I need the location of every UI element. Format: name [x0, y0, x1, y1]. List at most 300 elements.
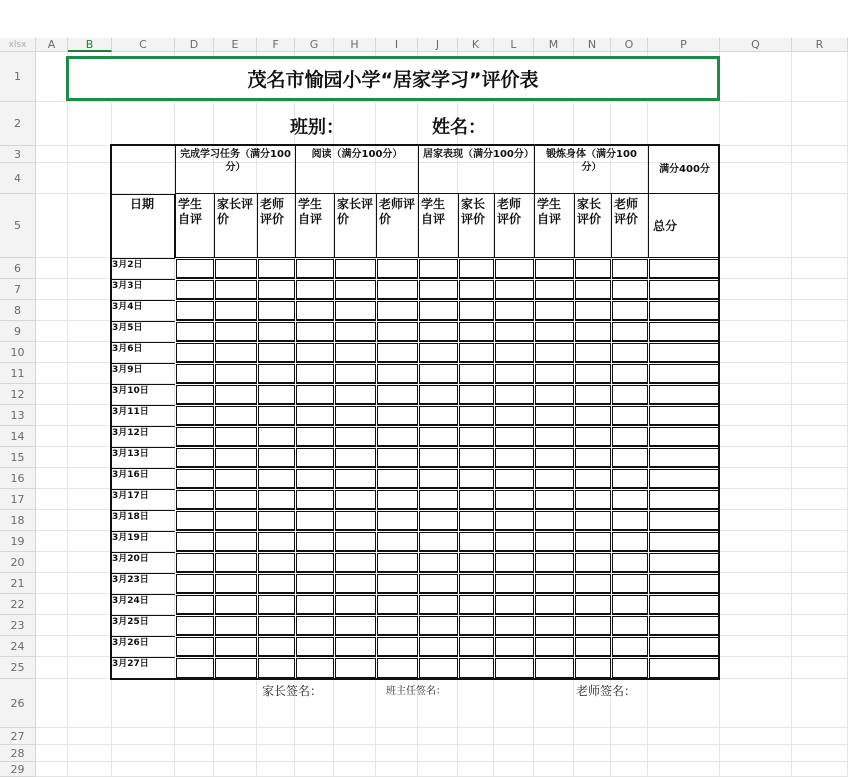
score-cell[interactable]	[258, 532, 295, 552]
score-cell[interactable]	[535, 616, 574, 636]
score-cell[interactable]	[419, 364, 458, 384]
column-header-o[interactable]: O	[611, 38, 648, 52]
total-score-cell[interactable]	[649, 427, 719, 447]
select-all-corner[interactable]: xlsx	[0, 38, 36, 52]
score-cell[interactable]	[296, 658, 334, 679]
score-cell[interactable]	[176, 385, 214, 405]
score-cell[interactable]	[296, 427, 334, 447]
total-score-cell[interactable]	[649, 637, 719, 657]
score-cell[interactable]	[296, 280, 334, 300]
score-cell[interactable]	[612, 448, 648, 468]
score-cell[interactable]	[575, 658, 611, 679]
score-cell[interactable]	[176, 616, 214, 636]
score-cell[interactable]	[335, 280, 376, 300]
score-cell[interactable]	[215, 490, 257, 510]
score-cell[interactable]	[296, 301, 334, 321]
score-cell[interactable]	[612, 469, 648, 489]
score-cell[interactable]	[535, 511, 574, 531]
row-header-9[interactable]: 9	[0, 321, 36, 342]
score-cell[interactable]	[535, 574, 574, 594]
score-cell[interactable]	[296, 343, 334, 363]
column-header-j[interactable]: J	[418, 38, 458, 52]
score-cell[interactable]	[215, 511, 257, 531]
score-cell[interactable]	[612, 637, 648, 657]
score-cell[interactable]	[176, 511, 214, 531]
score-cell[interactable]	[459, 532, 494, 552]
score-cell[interactable]	[335, 343, 376, 363]
score-cell[interactable]	[535, 280, 574, 300]
column-header-p[interactable]: P	[648, 38, 720, 52]
score-cell[interactable]	[459, 616, 494, 636]
total-score-cell[interactable]	[649, 658, 719, 679]
score-cell[interactable]	[419, 322, 458, 342]
score-cell[interactable]	[377, 322, 418, 342]
score-cell[interactable]	[176, 595, 214, 615]
total-score-cell[interactable]	[649, 511, 719, 531]
score-cell[interactable]	[258, 322, 295, 342]
score-cell[interactable]	[575, 616, 611, 636]
score-cell[interactable]	[377, 532, 418, 552]
score-cell[interactable]	[459, 364, 494, 384]
score-cell[interactable]	[296, 595, 334, 615]
score-cell[interactable]	[612, 406, 648, 426]
score-cell[interactable]	[176, 280, 214, 300]
score-cell[interactable]	[612, 385, 648, 405]
score-cell[interactable]	[575, 364, 611, 384]
score-cell[interactable]	[535, 658, 574, 679]
score-cell[interactable]	[296, 574, 334, 594]
score-cell[interactable]	[575, 259, 611, 279]
score-cell[interactable]	[335, 616, 376, 636]
row-header-4[interactable]: 4	[0, 163, 36, 194]
score-cell[interactable]	[335, 490, 376, 510]
score-cell[interactable]	[377, 385, 418, 405]
score-cell[interactable]	[215, 595, 257, 615]
score-cell[interactable]	[575, 322, 611, 342]
score-cell[interactable]	[419, 532, 458, 552]
score-cell[interactable]	[377, 553, 418, 573]
score-cell[interactable]	[335, 511, 376, 531]
score-cell[interactable]	[377, 658, 418, 679]
score-cell[interactable]	[377, 448, 418, 468]
score-cell[interactable]	[296, 385, 334, 405]
row-header-11[interactable]: 11	[0, 363, 36, 384]
total-score-cell[interactable]	[649, 595, 719, 615]
score-cell[interactable]	[535, 427, 574, 447]
score-cell[interactable]	[215, 427, 257, 447]
score-cell[interactable]	[335, 553, 376, 573]
score-cell[interactable]	[335, 658, 376, 679]
score-cell[interactable]	[612, 427, 648, 447]
score-cell[interactable]	[459, 658, 494, 679]
score-cell[interactable]	[258, 427, 295, 447]
score-cell[interactable]	[215, 406, 257, 426]
score-cell[interactable]	[612, 280, 648, 300]
score-cell[interactable]	[495, 595, 534, 615]
score-cell[interactable]	[296, 616, 334, 636]
total-score-cell[interactable]	[649, 490, 719, 510]
score-cell[interactable]	[296, 448, 334, 468]
score-cell[interactable]	[176, 364, 214, 384]
score-cell[interactable]	[612, 553, 648, 573]
score-cell[interactable]	[176, 532, 214, 552]
score-cell[interactable]	[459, 469, 494, 489]
score-cell[interactable]	[215, 616, 257, 636]
score-cell[interactable]	[459, 301, 494, 321]
score-cell[interactable]	[335, 637, 376, 657]
score-cell[interactable]	[535, 595, 574, 615]
score-cell[interactable]	[176, 259, 214, 279]
score-cell[interactable]	[459, 511, 494, 531]
score-cell[interactable]	[535, 637, 574, 657]
score-cell[interactable]	[377, 616, 418, 636]
score-cell[interactable]	[215, 658, 257, 679]
row-header-18[interactable]: 18	[0, 510, 36, 531]
score-cell[interactable]	[377, 343, 418, 363]
row-header-3[interactable]: 3	[0, 146, 36, 163]
column-header-r[interactable]: R	[792, 38, 848, 52]
score-cell[interactable]	[176, 301, 214, 321]
score-cell[interactable]	[495, 343, 534, 363]
row-header-29[interactable]: 29	[0, 762, 36, 777]
column-header-i[interactable]: I	[376, 38, 418, 52]
score-cell[interactable]	[215, 385, 257, 405]
score-cell[interactable]	[495, 490, 534, 510]
score-cell[interactable]	[258, 616, 295, 636]
score-cell[interactable]	[612, 595, 648, 615]
score-cell[interactable]	[495, 637, 534, 657]
score-cell[interactable]	[419, 658, 458, 679]
score-cell[interactable]	[419, 406, 458, 426]
score-cell[interactable]	[377, 574, 418, 594]
score-cell[interactable]	[377, 469, 418, 489]
score-cell[interactable]	[495, 511, 534, 531]
score-cell[interactable]	[335, 469, 376, 489]
score-cell[interactable]	[535, 322, 574, 342]
score-cell[interactable]	[296, 490, 334, 510]
score-cell[interactable]	[612, 532, 648, 552]
score-cell[interactable]	[335, 595, 376, 615]
column-header-k[interactable]: K	[458, 38, 494, 52]
score-cell[interactable]	[575, 595, 611, 615]
score-cell[interactable]	[495, 448, 534, 468]
row-header-7[interactable]: 7	[0, 279, 36, 300]
score-cell[interactable]	[215, 532, 257, 552]
score-cell[interactable]	[215, 637, 257, 657]
score-cell[interactable]	[419, 301, 458, 321]
score-cell[interactable]	[335, 406, 376, 426]
column-header-m[interactable]: M	[534, 38, 574, 52]
row-header-10[interactable]: 10	[0, 342, 36, 363]
score-cell[interactable]	[258, 637, 295, 657]
column-header-h[interactable]: H	[334, 38, 376, 52]
score-cell[interactable]	[459, 280, 494, 300]
score-cell[interactable]	[535, 469, 574, 489]
row-header-15[interactable]: 15	[0, 447, 36, 468]
row-header-6[interactable]: 6	[0, 258, 36, 279]
score-cell[interactable]	[419, 280, 458, 300]
score-cell[interactable]	[459, 406, 494, 426]
score-cell[interactable]	[495, 427, 534, 447]
score-cell[interactable]	[612, 616, 648, 636]
score-cell[interactable]	[215, 364, 257, 384]
score-cell[interactable]	[215, 574, 257, 594]
score-cell[interactable]	[258, 364, 295, 384]
score-cell[interactable]	[176, 637, 214, 657]
score-cell[interactable]	[377, 280, 418, 300]
score-cell[interactable]	[296, 553, 334, 573]
row-header-8[interactable]: 8	[0, 300, 36, 321]
score-cell[interactable]	[377, 511, 418, 531]
score-cell[interactable]	[335, 322, 376, 342]
score-cell[interactable]	[495, 658, 534, 679]
score-cell[interactable]	[575, 385, 611, 405]
score-cell[interactable]	[176, 406, 214, 426]
score-cell[interactable]	[258, 658, 295, 679]
score-cell[interactable]	[459, 343, 494, 363]
score-cell[interactable]	[215, 448, 257, 468]
score-cell[interactable]	[575, 427, 611, 447]
row-header-20[interactable]: 20	[0, 552, 36, 573]
score-cell[interactable]	[335, 385, 376, 405]
score-cell[interactable]	[258, 595, 295, 615]
score-cell[interactable]	[495, 259, 534, 279]
column-header-f[interactable]: F	[257, 38, 295, 52]
score-cell[interactable]	[575, 553, 611, 573]
score-cell[interactable]	[176, 322, 214, 342]
score-cell[interactable]	[575, 532, 611, 552]
row-header-24[interactable]: 24	[0, 636, 36, 657]
score-cell[interactable]	[258, 406, 295, 426]
score-cell[interactable]	[419, 511, 458, 531]
form-title[interactable]: 茂名市愉园小学“居家学习”评价表	[66, 56, 720, 101]
score-cell[interactable]	[575, 448, 611, 468]
score-cell[interactable]	[258, 553, 295, 573]
score-cell[interactable]	[176, 553, 214, 573]
score-cell[interactable]	[419, 469, 458, 489]
score-cell[interactable]	[296, 364, 334, 384]
score-cell[interactable]	[495, 469, 534, 489]
total-score-cell[interactable]	[649, 322, 719, 342]
score-cell[interactable]	[612, 490, 648, 510]
score-cell[interactable]	[612, 658, 648, 679]
score-cell[interactable]	[535, 532, 574, 552]
column-header-d[interactable]: D	[175, 38, 214, 52]
score-cell[interactable]	[575, 637, 611, 657]
score-cell[interactable]	[296, 511, 334, 531]
total-score-cell[interactable]	[649, 280, 719, 300]
score-cell[interactable]	[258, 511, 295, 531]
score-cell[interactable]	[575, 574, 611, 594]
row-header-26[interactable]: 26	[0, 679, 36, 728]
score-cell[interactable]	[296, 259, 334, 279]
score-cell[interactable]	[335, 364, 376, 384]
score-cell[interactable]	[296, 322, 334, 342]
score-cell[interactable]	[258, 574, 295, 594]
score-cell[interactable]	[176, 658, 214, 679]
column-header-a[interactable]: A	[36, 38, 68, 52]
score-cell[interactable]	[258, 448, 295, 468]
row-header-2[interactable]: 2	[0, 102, 36, 146]
row-header-25[interactable]: 25	[0, 657, 36, 679]
score-cell[interactable]	[215, 280, 257, 300]
total-score-cell[interactable]	[649, 406, 719, 426]
score-cell[interactable]	[335, 532, 376, 552]
score-cell[interactable]	[535, 364, 574, 384]
total-score-cell[interactable]	[649, 448, 719, 468]
score-cell[interactable]	[495, 322, 534, 342]
score-cell[interactable]	[459, 574, 494, 594]
score-cell[interactable]	[419, 259, 458, 279]
score-cell[interactable]	[377, 595, 418, 615]
column-header-n[interactable]: N	[574, 38, 611, 52]
score-cell[interactable]	[296, 637, 334, 657]
row-header-16[interactable]: 16	[0, 468, 36, 489]
score-cell[interactable]	[258, 385, 295, 405]
score-cell[interactable]	[419, 574, 458, 594]
score-cell[interactable]	[215, 259, 257, 279]
score-cell[interactable]	[495, 280, 534, 300]
score-cell[interactable]	[459, 595, 494, 615]
column-header-l[interactable]: L	[494, 38, 534, 52]
score-cell[interactable]	[419, 490, 458, 510]
score-cell[interactable]	[495, 406, 534, 426]
row-header-17[interactable]: 17	[0, 489, 36, 510]
score-cell[interactable]	[215, 469, 257, 489]
row-header-21[interactable]: 21	[0, 573, 36, 594]
score-cell[interactable]	[419, 637, 458, 657]
score-cell[interactable]	[495, 553, 534, 573]
row-header-23[interactable]: 23	[0, 615, 36, 636]
score-cell[interactable]	[377, 490, 418, 510]
score-cell[interactable]	[258, 469, 295, 489]
row-header-13[interactable]: 13	[0, 405, 36, 426]
score-cell[interactable]	[176, 574, 214, 594]
score-cell[interactable]	[535, 259, 574, 279]
score-cell[interactable]	[258, 490, 295, 510]
score-cell[interactable]	[495, 385, 534, 405]
score-cell[interactable]	[176, 427, 214, 447]
score-cell[interactable]	[535, 343, 574, 363]
score-cell[interactable]	[459, 385, 494, 405]
score-cell[interactable]	[535, 385, 574, 405]
score-cell[interactable]	[612, 343, 648, 363]
total-score-cell[interactable]	[649, 259, 719, 279]
score-cell[interactable]	[535, 553, 574, 573]
score-cell[interactable]	[419, 448, 458, 468]
score-cell[interactable]	[612, 511, 648, 531]
total-score-cell[interactable]	[649, 553, 719, 573]
score-cell[interactable]	[419, 595, 458, 615]
score-cell[interactable]	[612, 301, 648, 321]
score-cell[interactable]	[335, 259, 376, 279]
score-cell[interactable]	[258, 259, 295, 279]
row-header-27[interactable]: 27	[0, 728, 36, 745]
row-header-19[interactable]: 19	[0, 531, 36, 552]
row-header-14[interactable]: 14	[0, 426, 36, 447]
score-cell[interactable]	[296, 406, 334, 426]
column-header-c[interactable]: C	[112, 38, 175, 52]
score-cell[interactable]	[459, 553, 494, 573]
score-cell[interactable]	[419, 385, 458, 405]
score-cell[interactable]	[612, 259, 648, 279]
score-cell[interactable]	[176, 490, 214, 510]
score-cell[interactable]	[575, 301, 611, 321]
score-cell[interactable]	[612, 364, 648, 384]
total-score-cell[interactable]	[649, 616, 719, 636]
column-header-q[interactable]: Q	[720, 38, 792, 52]
score-cell[interactable]	[296, 469, 334, 489]
score-cell[interactable]	[459, 427, 494, 447]
score-cell[interactable]	[459, 322, 494, 342]
score-cell[interactable]	[377, 259, 418, 279]
score-cell[interactable]	[459, 259, 494, 279]
score-cell[interactable]	[377, 637, 418, 657]
score-cell[interactable]	[377, 301, 418, 321]
score-cell[interactable]	[215, 301, 257, 321]
score-cell[interactable]	[419, 616, 458, 636]
score-cell[interactable]	[575, 511, 611, 531]
score-cell[interactable]	[419, 343, 458, 363]
score-cell[interactable]	[575, 406, 611, 426]
score-cell[interactable]	[535, 301, 574, 321]
row-header-1[interactable]: 1	[0, 52, 36, 102]
score-cell[interactable]	[575, 490, 611, 510]
score-cell[interactable]	[459, 448, 494, 468]
score-cell[interactable]	[335, 427, 376, 447]
score-cell[interactable]	[535, 406, 574, 426]
column-header-e[interactable]: E	[214, 38, 257, 52]
row-header-12[interactable]: 12	[0, 384, 36, 405]
score-cell[interactable]	[335, 301, 376, 321]
score-cell[interactable]	[176, 448, 214, 468]
score-cell[interactable]	[575, 469, 611, 489]
score-cell[interactable]	[495, 616, 534, 636]
column-header-b[interactable]: B	[68, 38, 112, 52]
row-header-28[interactable]: 28	[0, 745, 36, 762]
score-cell[interactable]	[258, 280, 295, 300]
score-cell[interactable]	[535, 448, 574, 468]
score-cell[interactable]	[377, 406, 418, 426]
score-cell[interactable]	[335, 448, 376, 468]
score-cell[interactable]	[575, 280, 611, 300]
total-score-cell[interactable]	[649, 532, 719, 552]
total-score-cell[interactable]	[649, 574, 719, 594]
score-cell[interactable]	[535, 490, 574, 510]
score-cell[interactable]	[176, 343, 214, 363]
score-cell[interactable]	[335, 574, 376, 594]
score-cell[interactable]	[459, 490, 494, 510]
total-score-cell[interactable]	[649, 385, 719, 405]
score-cell[interactable]	[459, 637, 494, 657]
column-header-g[interactable]: G	[295, 38, 334, 52]
score-cell[interactable]	[215, 553, 257, 573]
score-cell[interactable]	[296, 532, 334, 552]
score-cell[interactable]	[258, 301, 295, 321]
score-cell[interactable]	[495, 574, 534, 594]
score-cell[interactable]	[495, 532, 534, 552]
score-cell[interactable]	[215, 322, 257, 342]
total-score-cell[interactable]	[649, 301, 719, 321]
total-score-cell[interactable]	[649, 469, 719, 489]
score-cell[interactable]	[612, 322, 648, 342]
score-cell[interactable]	[495, 364, 534, 384]
score-cell[interactable]	[258, 343, 295, 363]
score-cell[interactable]	[176, 469, 214, 489]
row-header-5[interactable]: 5	[0, 194, 36, 258]
score-cell[interactable]	[377, 427, 418, 447]
score-cell[interactable]	[612, 574, 648, 594]
